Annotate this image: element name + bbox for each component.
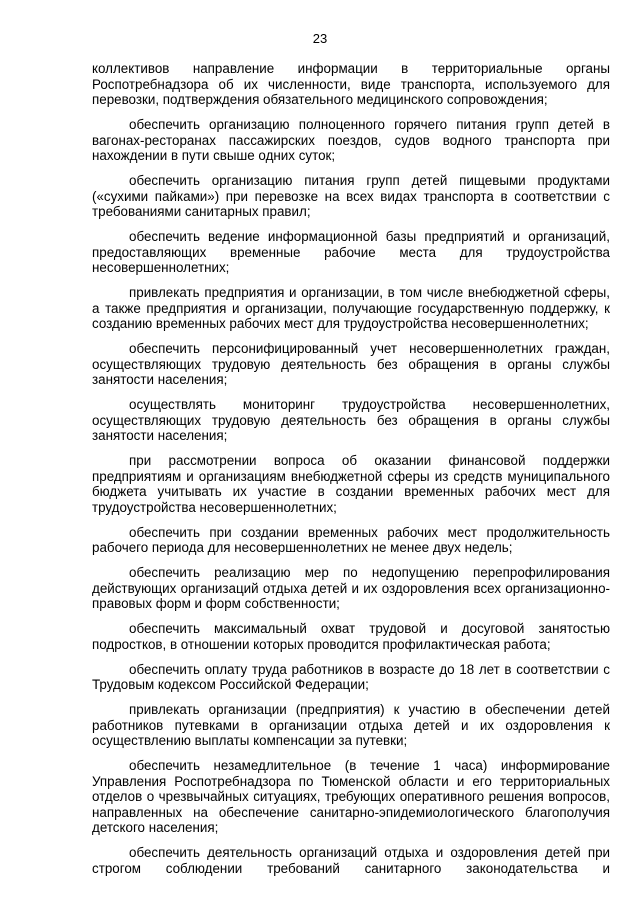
paragraph: обеспечить ведение информационной базы предприятий и организаций, предоставляющих временные рабочие места для трудоустройства несовершеннолетних;: [92, 229, 610, 275]
paragraph: обеспечить при создании временных рабочих мест продолжительность рабочего периода для несовершеннолетних не менее двух недель;: [92, 524, 610, 555]
paragraph: обеспечить оплату труда работников в возрасте до 18 лет в соответствии с Трудовым кодексом Российской Федерации;: [92, 661, 610, 692]
paragraph: обеспечить организацию полноценного горячего питания групп детей в вагонах-ресторанах пассажирских поездов, судов водного транспорта при нахождении в пути свыше одних суток;: [92, 117, 610, 163]
page-number: 23: [312, 31, 328, 46]
paragraph: привлекать организации (предприятия) к участию в обеспечении детей работников путевками в организации отдыха детей и их оздоровления к осуществлению выплаты компенсации за путевки;: [92, 702, 610, 748]
paragraph: привлекать предприятия и организации, в том числе внебюджетной сферы, а также предприятия и организации, получающие государственную поддержку, к созданию временных рабочих мест для трудоустройства несовершеннолетних;: [92, 285, 610, 331]
paragraph: обеспечить реализацию мер по недопущению перепрофилирования действующих организаций отдыха детей и их оздоровления всех организационно-правовых форм и форм собственности;: [92, 565, 610, 611]
paragraph: коллективов направление информации в территориальные органы Роспотребнадзора об их численности, виде транспорта, используемого для перевозки, подтверждения обязательного медицинского сопровождения;: [92, 61, 610, 107]
paragraph: обеспечить организацию питания групп детей пищевыми продуктами («сухими пайками») при перевозке на всех видах транспорта в соответствии с требованиями санитарных правил;: [92, 173, 610, 219]
paragraph: обеспечить незамедлительное (в течение 1 часа) информирование Управления Роспотребнадзора по Тюменской области и его территориальных отделов о чрезвычайных ситуациях, требующих оперативного решения вопросов, направленных на обеспечение санитарно-эпидемиологического благополучия детского населения;: [92, 758, 610, 835]
paragraph: осуществлять мониторинг трудоустройства несовершеннолетних, осуществляющих трудовую деятельность без обращения в органы службы занятости населения;: [92, 397, 610, 443]
paragraph: при рассмотрении вопроса об оказании финансовой поддержки предприятиям и организациям внебюджетной сферы из средств муниципального бюджета учитывать их участие в создании временных рабочих мест для трудоустройства несовершеннолетних;: [92, 453, 610, 515]
paragraph: обеспечить деятельность организаций отдыха и оздоровления детей при строгом соблюдении требований санитарного законодательства и: [92, 845, 610, 876]
paragraph: обеспечить персонифицированный учет несовершеннолетних граждан, осуществляющих трудовую деятельность без обращения в органы службы занятости населения;: [92, 341, 610, 387]
paragraph: обеспечить максимальный охват трудовой и досуговой занятостью подростков, в отношении которых проводится профилактическая работа;: [92, 621, 610, 652]
document-body: [92, 61, 610, 886]
